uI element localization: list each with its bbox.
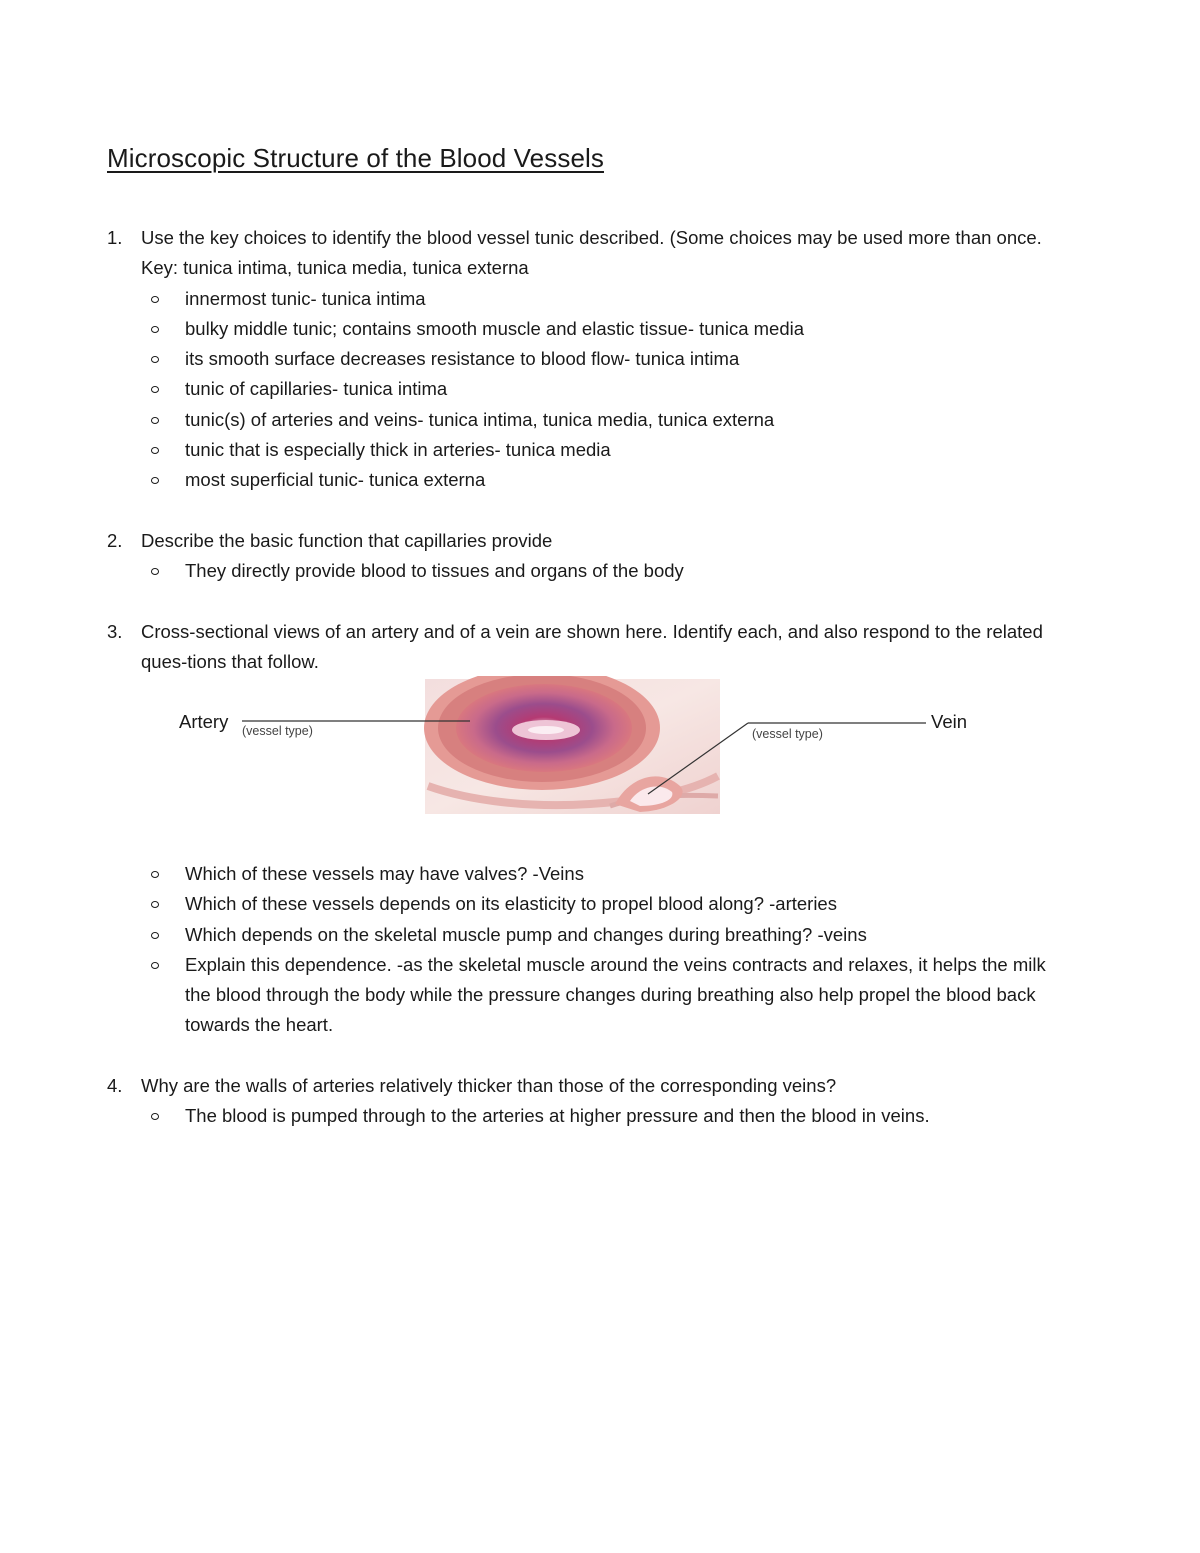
bullet-icon xyxy=(151,962,159,969)
list-item xyxy=(107,1101,1067,1131)
question-4 xyxy=(107,1071,1067,1132)
bullet-icon xyxy=(151,871,159,878)
vessel-cross-section-figure xyxy=(170,676,990,826)
list-item xyxy=(107,465,1067,495)
list-item xyxy=(107,405,1067,435)
question-text: Why are the walls of arteries relatively thicker than those of the corresponding veins? xyxy=(141,1075,837,1096)
question-number: 4. xyxy=(107,1075,123,1096)
question-text: Use the key choices to identify the blood vessel tunic described. (Some choices may be used more than once. Key: tunica intima, tunica media, tunica externa xyxy=(141,227,1042,279)
bullet-icon xyxy=(151,326,159,333)
answer-list xyxy=(107,859,1067,1041)
answer-text: tunic that is especially thick in arteries- tunica media xyxy=(185,439,611,461)
question-1 xyxy=(107,223,1067,496)
answer-list xyxy=(107,556,1067,586)
list-item xyxy=(107,374,1067,404)
list-item xyxy=(107,556,1067,586)
question-1-prompt xyxy=(107,223,1067,284)
answer-list xyxy=(107,1101,1067,1131)
answer-text: The blood is pumped through to the arteries at higher pressure and then the blood in veins. xyxy=(185,1105,930,1127)
answer-text: Which of these vessels depends on its elasticity to propel blood along? -arteries xyxy=(185,893,837,915)
question-2-prompt xyxy=(107,526,1067,556)
answer-text: bulky middle tunic; contains smooth muscle and elastic tissue- tunica media xyxy=(185,317,805,339)
answer-text: Explain this dependence. -as the skeletal muscle around the veins contracts and relaxes, it helps the milk the blood through the body while the pressure changes during breathing also help propel the blood back towards the heart. xyxy=(185,953,1046,1036)
list-item xyxy=(107,889,1067,919)
list-item xyxy=(107,435,1067,465)
vessel-type-placeholder: (vessel type) xyxy=(242,724,313,738)
vessel-type-placeholder: (vessel type) xyxy=(752,727,823,741)
question-number: 3. xyxy=(107,621,123,642)
question-2 xyxy=(107,526,1067,587)
bullet-icon xyxy=(151,417,159,424)
list-item xyxy=(107,284,1067,314)
bullet-icon xyxy=(151,386,159,393)
question-3-answers xyxy=(107,859,1067,1041)
list-item xyxy=(107,859,1067,889)
micrograph-image xyxy=(170,676,990,826)
bullet-icon xyxy=(151,932,159,939)
answer-text: its smooth surface decreases resistance to blood flow- tunica intima xyxy=(185,348,740,370)
answer-text: most superficial tunic- tunica externa xyxy=(185,469,486,491)
list-item xyxy=(107,920,1067,950)
bullet-icon xyxy=(151,477,159,484)
question-3-prompt xyxy=(107,617,1067,678)
bullet-icon xyxy=(151,901,159,908)
question-3 xyxy=(107,617,1067,678)
vein-label: Vein xyxy=(931,711,968,732)
answer-list xyxy=(107,284,1067,496)
bullet-icon xyxy=(151,1113,159,1120)
answer-text: tunic of capillaries- tunica intima xyxy=(185,378,448,400)
answer-text: tunic(s) of arteries and veins- tunica intima, tunica media, tunica externa xyxy=(185,408,775,430)
question-text: Describe the basic function that capillaries provide xyxy=(141,530,553,551)
question-number: 1. xyxy=(107,227,123,248)
answer-text: innermost tunic- tunica intima xyxy=(185,287,426,309)
question-text: Cross-sectional views of an artery and of a vein are shown here. Identify each, and also respond to the related ques-tions that follow. xyxy=(141,621,1043,673)
bullet-icon xyxy=(151,356,159,363)
bullet-icon xyxy=(151,447,159,454)
question-number: 2. xyxy=(107,530,123,551)
bullet-icon xyxy=(151,296,159,303)
list-item xyxy=(107,344,1067,374)
list-item xyxy=(107,950,1067,1041)
page-title: Microscopic Structure of the Blood Vessels xyxy=(107,143,604,173)
list-item xyxy=(107,314,1067,344)
answer-text: Which depends on the skeletal muscle pump and changes during breathing? -veins xyxy=(185,923,867,945)
answer-text: Which of these vessels may have valves? -Veins xyxy=(185,863,584,884)
artery-label: Artery xyxy=(179,711,229,732)
bullet-icon xyxy=(151,568,159,575)
question-4-prompt xyxy=(107,1071,1067,1101)
answer-text: They directly provide blood to tissues and organs of the body xyxy=(185,560,684,582)
